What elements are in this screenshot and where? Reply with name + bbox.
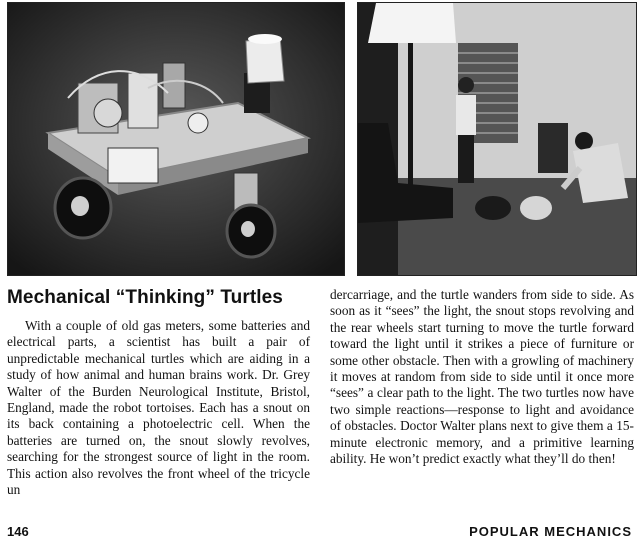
article-column-right: dercarriage, and the turtle wanders from side to side. As soon as it “sees” the light, the snout stops revolving and the rear wheels start turning to move the turtle forward toward the light until it strikes a piece of furniture or some other obstacle. Then with a growling of machinery it moves at random from side to side until it once more “sees” a clear path to the light. The two turtles now have two simple reactions—response to light and avoidance of obstacles. Doctor Walter plans next to give them a 15-minute electronic memory, and a primitive learning ability. He won’t predict exactly what they’ll do then!	[330, 287, 634, 467]
article-column-left: With a couple of old gas meters, some batteries and electrical parts, a scientist has built a pair of unpredictable mechanical turtles which are aiding in a study of how animal and human brains work. Dr. Grey Walter of the Burden Neurological Institute, Bristol, England, made the robot tortoises. Each has a snout on its back containing a photoelectric cell. When the batteries are turned on, the snout slowly revolves, searching for the strongest source of light in the room. This action also revolves the front wheel of the tricycle un	[7, 318, 310, 498]
room-scene-photo	[357, 2, 637, 276]
robot-turtle-illustration	[8, 3, 344, 275]
robot-turtle-photo	[7, 2, 345, 276]
article-headline: Mechanical “Thinking” Turtles	[7, 287, 283, 308]
magazine-name: POPULAR MECHANICS	[469, 524, 632, 539]
page-number: 146	[7, 524, 29, 539]
room-scene-illustration	[358, 3, 636, 275]
